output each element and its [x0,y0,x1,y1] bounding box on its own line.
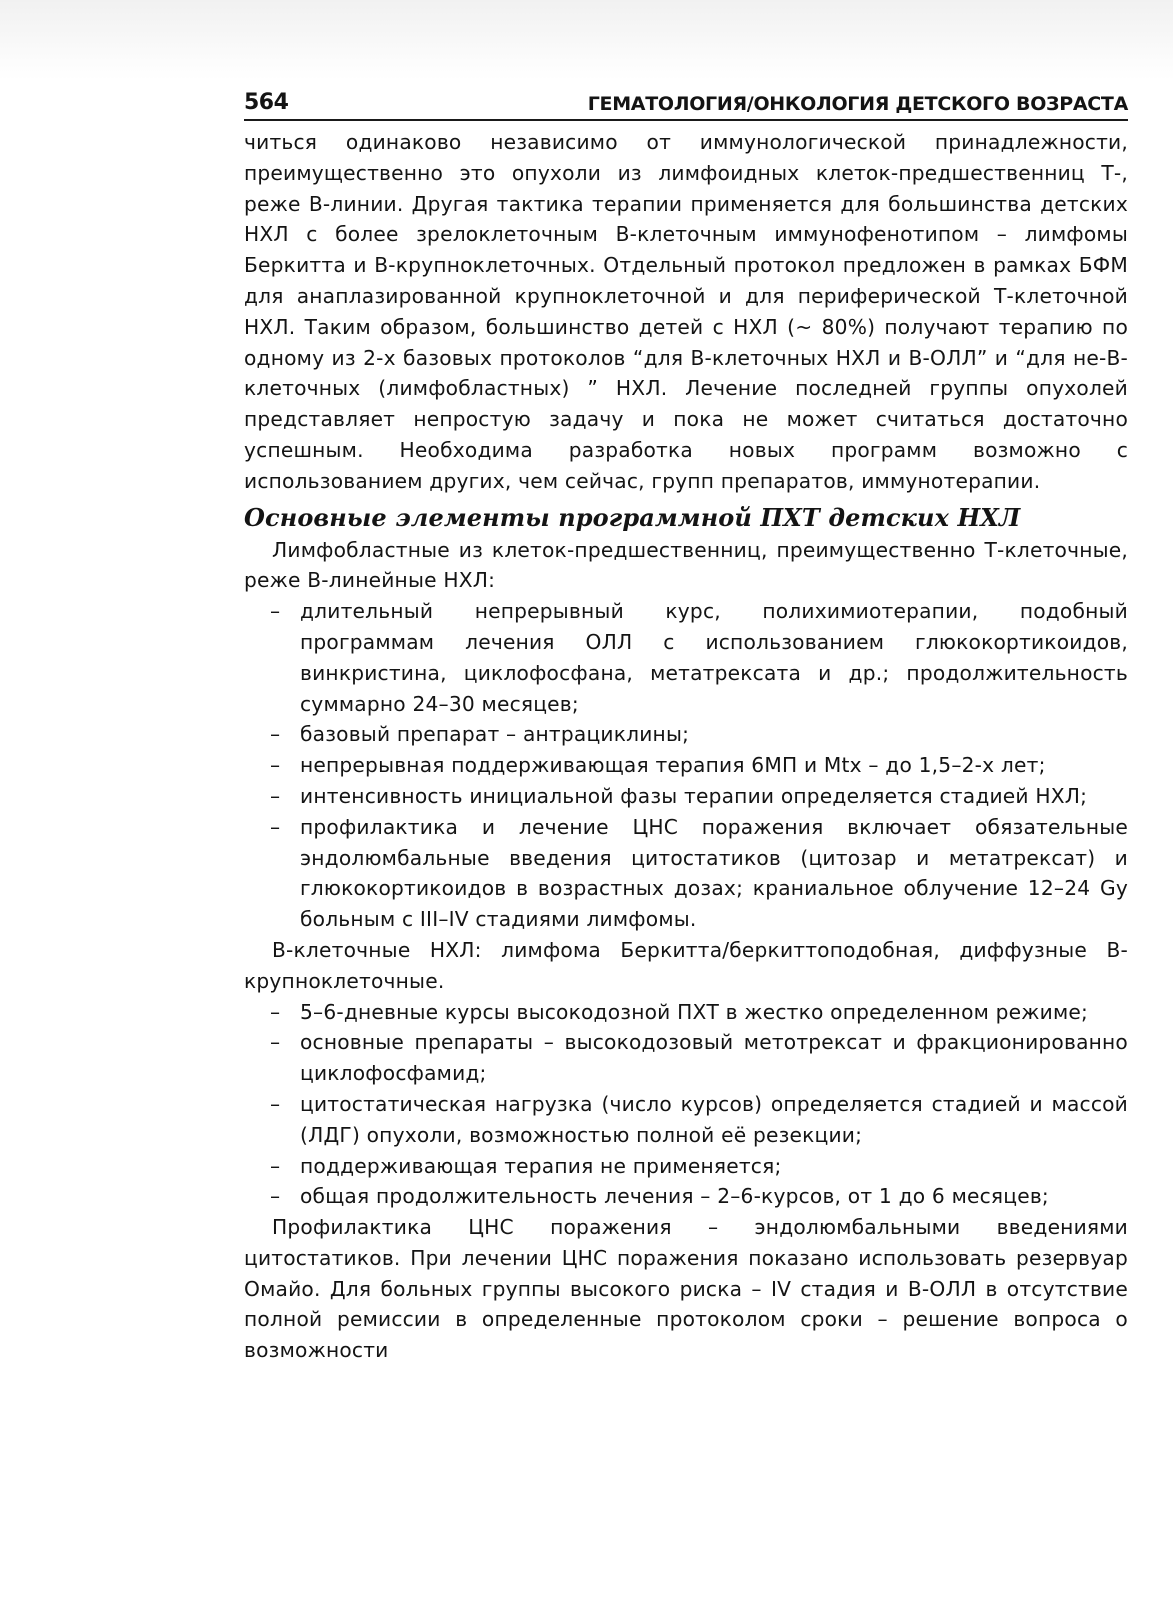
list-item: – поддерживающая терапия не применяется; [300,1151,1128,1182]
lymphoblastic-treatment-list [244,596,1128,935]
dash-marker: – [270,999,281,1024]
b-cell-treatment-list [244,997,1128,1213]
paragraph-cns-prophylaxis: Профилактика ЦНС поражения – эндолюмбальными введениями цитостатиков. При лечении ЦНС поражения показано использовать резервуар Омайо. Для больных группы высокого риска – IV стадия и В-ОЛЛ в отсутствие полной ремиссии в определенные протоколом сроки – решение вопроса о возможности [244,1215,1128,1363]
section-subheading: Основные элементы программной ПХТ детских НХЛ [244,502,1021,532]
dash-marker: – [270,1153,281,1178]
paragraph-continuation: читься одинаково независимо от иммунологической принадлежности, преимущественно это опухоли из лимфоидных клеток-предшественниц Т-, реже В-линии. Другая тактика терапии применяется для большинства детских НХЛ с более зрелоклеточным В-клеточным иммунофенотипом – лимфомы Беркитта и В-крупноклеточных. Отдельный протокол предложен в рамках БФМ для анаплазированной крупноклеточной и для периферической Т-клеточной НХЛ. Таким образом, большинство детей с НХЛ (~ 80%) получают терапию по одному из 2-х базовых протоколов “для В-клеточных НХЛ и В-ОЛЛ” и “для не-В-клеточных (лимфобластных) ” НХЛ. Лечение последней группы опухолей представляет непростую задачу и пока не может считаться достаточно успешным. Необходима разработка новых программ возможно с использованием других, чем сейчас, групп препаратов, иммунотерапии. [244,130,1128,493]
chapter-title: ГЕМАТОЛОГИЯ/ОНКОЛОГИЯ ДЕТСКОГО ВОЗРАСТА [587,93,1128,115]
scan-edge-shadow [0,0,1173,80]
dash-marker: – [270,814,281,839]
dash-marker: – [270,599,281,624]
list-item: – профилактика и лечение ЦНС поражения включает обязательные эндолюмбальные введения цитостатиков (цитозар и метатрексат) и глюкокортикоидов в возрастных дозах; краниальное облучение 12–24 Gy больным с III–IV стадиями лимфомы. [300,812,1128,935]
list-item: – базовый препарат – антрациклины; [300,719,1128,750]
dash-marker: – [270,1030,281,1055]
list-item: – цитостатическая нагрузка (число курсов) определяется стадией и массой (ЛДГ) опухоли, возможностью полной её резекции; [300,1089,1128,1151]
page-number: 564 [244,90,289,115]
dash-marker: – [270,1184,281,1209]
dash-marker: – [270,783,281,808]
list-item: – непрерывная поддерживающая терапия 6МП и Mtx – до 1,5–2-х лет; [300,750,1128,781]
list-item: – 5–6-дневные курсы высокодозной ПХТ в жестко определенном режиме; [300,997,1128,1028]
list-item: – длительный непрерывный курс, полихимиотерапии, подобный программам лечения ОЛЛ с использованием глюкокортикоидов, винкристина, циклофосфана, метатрексата и др.; продолжительность суммарно 24–30 месяцев; [300,596,1128,719]
running-header [244,90,1128,121]
dash-marker: – [270,1091,281,1116]
paragraph-b-cell: В-клеточные НХЛ: лимфома Беркитта/беркиттоподобная, диффузные В-крупноклеточные. [244,937,1128,993]
list-item: – общая продолжительность лечения – 2–6-курсов, от 1 до 6 месяцев; [300,1181,1128,1212]
list-item: – интенсивность инициальной фазы терапии определяется стадией НХЛ; [300,781,1128,812]
paragraph-lymphoblastic: Лимфобластные из клеток-предшественниц, преимущественно Т-клеточные, реже В-линейные НХЛ: [244,537,1128,593]
list-item: – основные препараты – высокодозовый метотрексат и фракционированно циклофосфамид; [300,1027,1128,1089]
dash-marker: – [270,753,281,778]
dash-marker: – [270,722,281,747]
book-page [244,90,1128,1366]
page-body [244,127,1128,1366]
